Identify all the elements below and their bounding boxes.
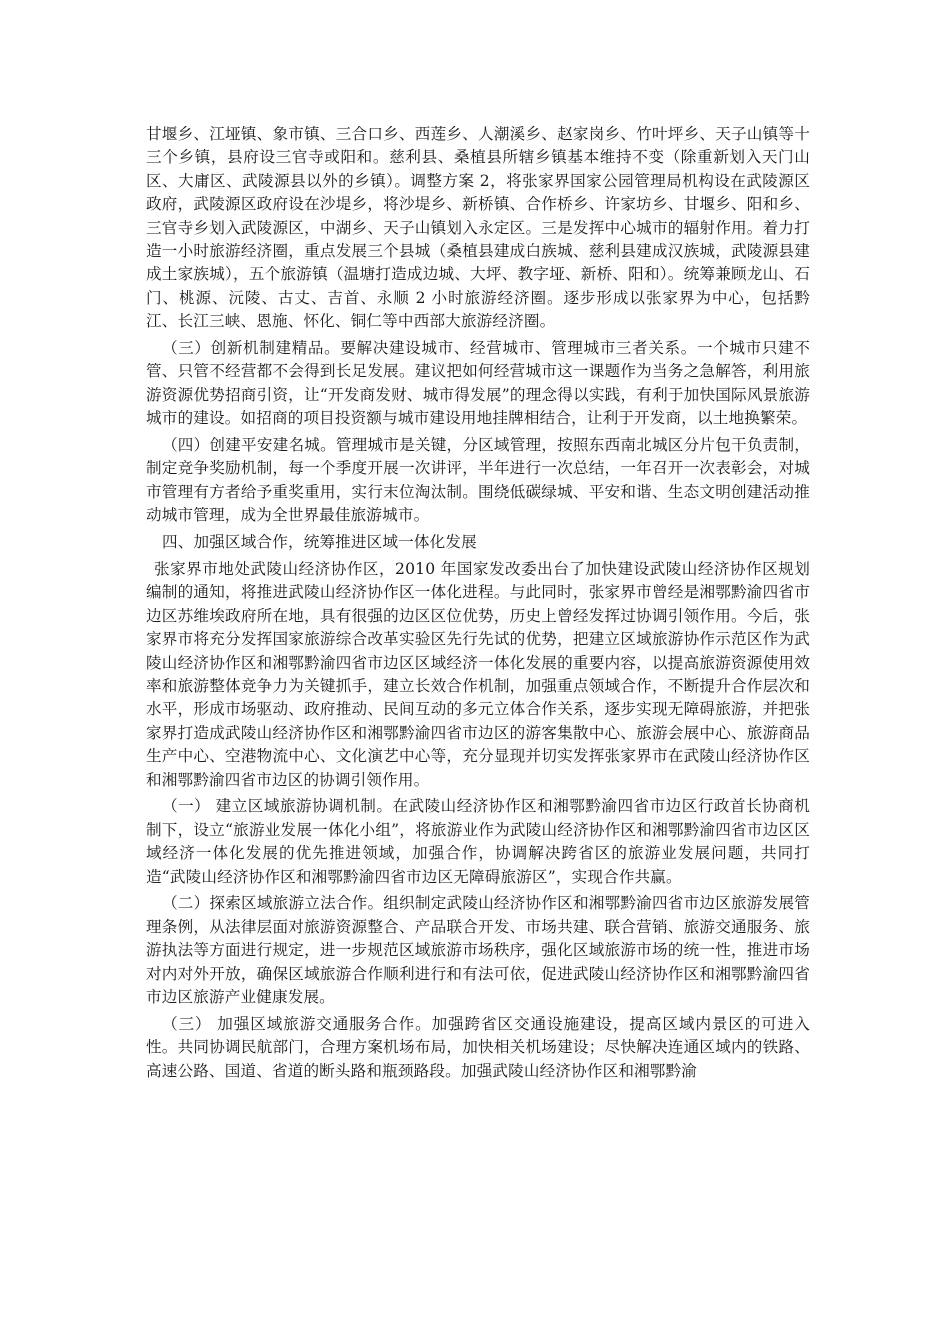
paragraph-legislation-cooperation: （二）探索区域旅游立法合作。组织制定武陵山经济协作区和湘鄂黔渝四省市边区旅游发展管理条例，从法律层面对旅游资源整合、产品联合开发、市场共建、联合营销、旅游交通服务、旅游执法等方面进行规定，进一步规范区域旅游市场秩序，强化区域旅游市场的统一性，推进市场对内对外开放，确保区域旅游合作顺利进行和有法可依，促进武陵山经济协作区和湘鄂黔渝四省市边区旅游产业健康发展。 bbox=[146, 894, 810, 1006]
paragraph-wuling-cooperation: 张家界市地处武陵山经济协作区，2010 年国家发改委出台了加快建设武陵山经济协作区规划编制的通知，将推进武陵山经济协作区一体化进程。与此同时，张家界市曾经是湘鄂黔渝四省市边区苏维埃政府所在地，具有很强的边区区位优势，历史上曾经发挥过协调引领作用。今后，张家界市将充分发挥国家旅游综合改革实验区先行先试的优势，把建立区域旅游协作示范区作为武陵山经济协作区和湘鄂黔渝四省市边区区域经济一体化发展的重要内容，以提高旅游资源使用效率和旅游整体竞争力为关键抓手，建立长效合作机制，加强重点领域合作，不断提升合作层次和水平，形成市场驱动、政府推动、民间互动的多元立体合作关系，逐步实现无障碍旅游，并把张家界打造成武陵山经济协作区和湘鄂黔渝四省市边区的游客集散中心、旅游会展中心、旅游商品生产中心、空港物流中心、文化演艺中心等，充分显现并切实发挥张家界市在武陵山经济协作区和湘鄂黔渝四省市边区的协调引领作用。 bbox=[146, 559, 810, 789]
paragraph-transport-cooperation: （三） 加强区域旅游交通服务合作。加强跨省区交通设施建设，提高区域内景区的可进入性。共同协调民航部门，合理方案机场布局，加快相关机场建设；尽快解决连通区域内的铁路、高速公路、国道、省道的断头路和瓶颈路段。加强武陵山经济协作区和湘鄂黔渝 bbox=[146, 1014, 810, 1080]
paragraph-district-adjustment: 甘堰乡、江垭镇、象市镇、三合口乡、西莲乡、人潮溪乡、赵家岗乡、竹叶坪乡、天子山镇等十三个乡镇，县府设三官寺或阳和。慈利县、桑植县所辖乡镇基本维持不变（除重新划入天门山区、大庸区、武陵源县以外的乡镇）。调整方案 2，将张家界国家公园管理局机构设在武陵源区政府，武陵源区政府设在沙堤乡，将沙堤乡、新桥镇、合作桥乡、许家坊乡、甘堰乡、阳和乡、三官寺乡划入武陵源区，中湖乡、天子山镇划入永定区。三是发挥中心城市的辐射作用。着力打造一小时旅游经济圈，重点发展三个县城（桑植县建成白族城、慈利县建成汉族城，武陵源县建成土家族城），五个旅游镇（温塘打造成边城、大坪、教字垭、新桥、阳和）。统筹兼顾龙山、石门、桃源、沅陵、古丈、吉首、永顺 2 小时旅游经济圈。逐步形成以张家界为中心，包括黔江、长江三峡、恩施、怀化、铜仁等中西部大旅游经济圈。 bbox=[146, 125, 810, 331]
paragraph-safe-city: （四）创建平安建名城。管理城市是关键，分区域管理，按照东西南北城区分片包干负责制，制定竞争奖励机制，每一个季度开展一次讲评，半年进行一次总结，一年召开一次表彰会，对城市管理有方者给予重奖重用，实行末位淘汰制。围绕低碳绿城、平安和谐、生态文明创建活动推动城市管理，成为全世界最佳旅游城市。 bbox=[146, 436, 810, 525]
paragraph-coordination-mechanism: （一） 建立区域旅游协调机制。在武陵山经济协作区和湘鄂黔渝四省市边区行政首长协商机制下，设立“旅游业发展一体化小组”，将旅游业作为武陵山经济协作区和湘鄂黔渝四省市边区区域经济一体化发展的优先推进领域，加强合作，协调解决跨省区的旅游业发展问题，共同打造“武陵山经济协作区和湘鄂黔渝四省市边区无障碍旅游区”，实现合作共赢。 bbox=[146, 797, 810, 886]
paragraph-innovation-mechanism: （三）创新机制建精品。要解决建设城市、经营城市、管理城市三者关系。一个城市只建不管、只管不经营都不会得到长足发展。建议把如何经营城市这一课题作为当务之急解答，利用旅游资源优势招商引资，让“开发商发财、城市得发展”的理念得以实践，有利于加快国际风景旅游城市的建设。如招商的项目投资额与城市建设用地挂牌相结合，让利于开发商，以土地换繁荣。 bbox=[146, 339, 810, 428]
document-body bbox=[146, 123, 810, 1086]
section-heading-regional-cooperation: 四、加强区域合作，统筹推进区域一体化发展 bbox=[162, 533, 477, 552]
